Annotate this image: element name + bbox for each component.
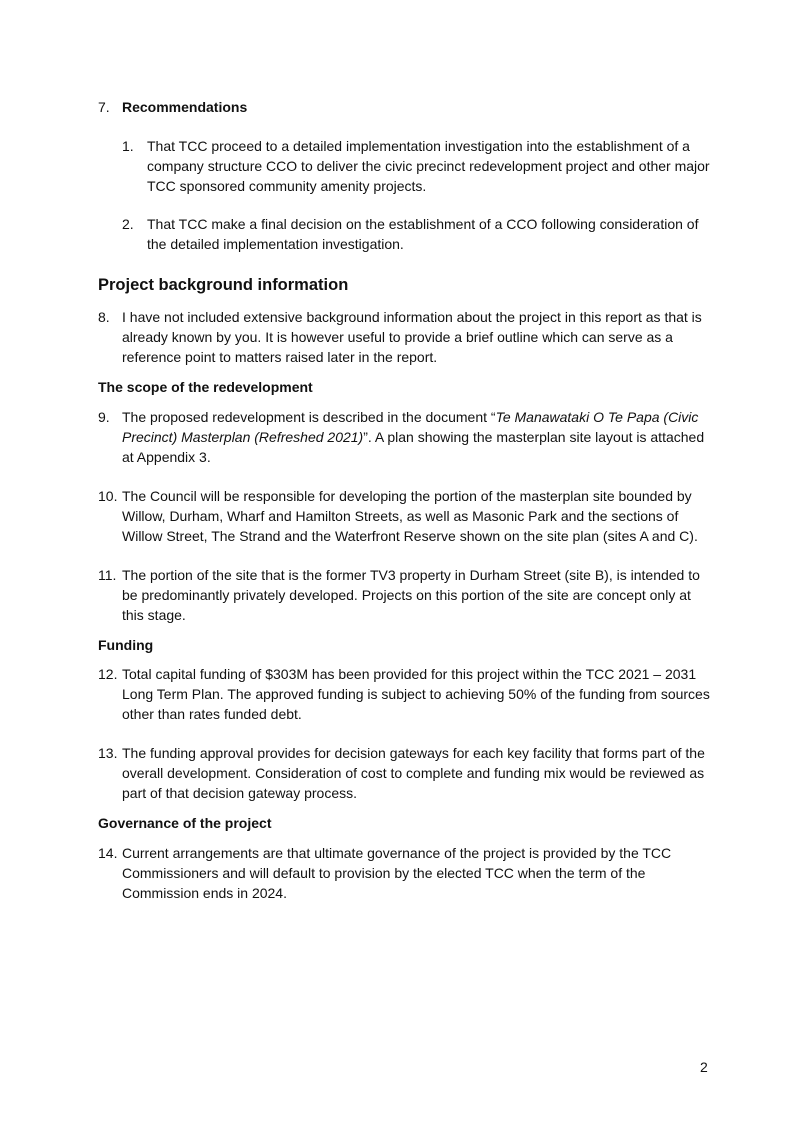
item-number: 14. bbox=[98, 845, 118, 861]
recommendation-number: 1. bbox=[122, 138, 134, 154]
item9-text-after: ”. A plan showing the masterplan site layout is attached at Appendix 3. bbox=[122, 429, 705, 465]
recommendation-text: That TCC proceed to a detailed implementation investigation into the establishment of a company structure CCO to deliver the civic precinct redevelopment project and other major TCC sponsored community amenity projects. bbox=[147, 138, 710, 194]
item-number: 13. bbox=[98, 745, 118, 761]
item-number: 12. bbox=[98, 666, 118, 682]
scope-heading: The scope of the redevelopment bbox=[98, 379, 313, 395]
page-number: 2 bbox=[700, 1059, 708, 1075]
item-text: Total capital funding of $303M has been provided for this project within the TCC 2021 – 2031 Long Term Plan. The approved funding is subject to achieving 50% of the funding from sources other than rates funded debt. bbox=[122, 666, 710, 722]
section-title: Recommendations bbox=[122, 99, 248, 115]
funding-heading: Funding bbox=[98, 637, 154, 653]
recommendation-text: That TCC make a final decision on the establishment of a CCO following consideration of the detailed implementation investigation. bbox=[147, 216, 699, 252]
recommendation-number: 2. bbox=[122, 216, 134, 232]
item-text: The Council will be responsible for developing the portion of the masterplan site bounded by Willow, Durham, Wharf and Hamilton Streets, as well as Masonic Park and the sections of Willow Street, The Strand and the Waterfront Reserve shown on the site plan (sites A and C). bbox=[122, 488, 698, 544]
item-number: 9. bbox=[98, 409, 110, 425]
item-text: The funding approval provides for decision gateways for each key facility that forms part of the overall development. Consideration of cost to complete and funding mix would be reviewed as part of that decision gateway process. bbox=[122, 745, 705, 801]
item-number: 8. bbox=[98, 309, 110, 325]
document-title: Te Manawataki O Te Papa (Civic Precinct) Masterplan (Refreshed 2021) bbox=[122, 409, 699, 445]
section-number: 7. bbox=[98, 99, 110, 115]
item-text: The portion of the site that is the former TV3 property in Durham Street (site B), is intended to be predominantly privately developed. Projects on this portion of the site are concept only at this stage. bbox=[122, 567, 700, 623]
item-text bbox=[122, 407, 714, 467]
item-text: Current arrangements are that ultimate governance of the project is provided by the TCC Commissioners and will default to provision by the elected TCC when the term of the Commission ends in 2024. bbox=[122, 845, 672, 901]
background-heading: Project background information bbox=[98, 276, 349, 294]
item9-text-before: The proposed redevelopment is described in the document “ bbox=[122, 409, 496, 425]
item-number: 10. bbox=[98, 488, 118, 504]
governance-heading: Governance of the project bbox=[98, 815, 272, 831]
item-number: 11. bbox=[98, 567, 117, 583]
item-text: I have not included extensive background information about the project in this report as that is already known by you. It is however useful to provide a brief outline which can serve as a reference point to matters raised later in the report. bbox=[122, 309, 702, 365]
